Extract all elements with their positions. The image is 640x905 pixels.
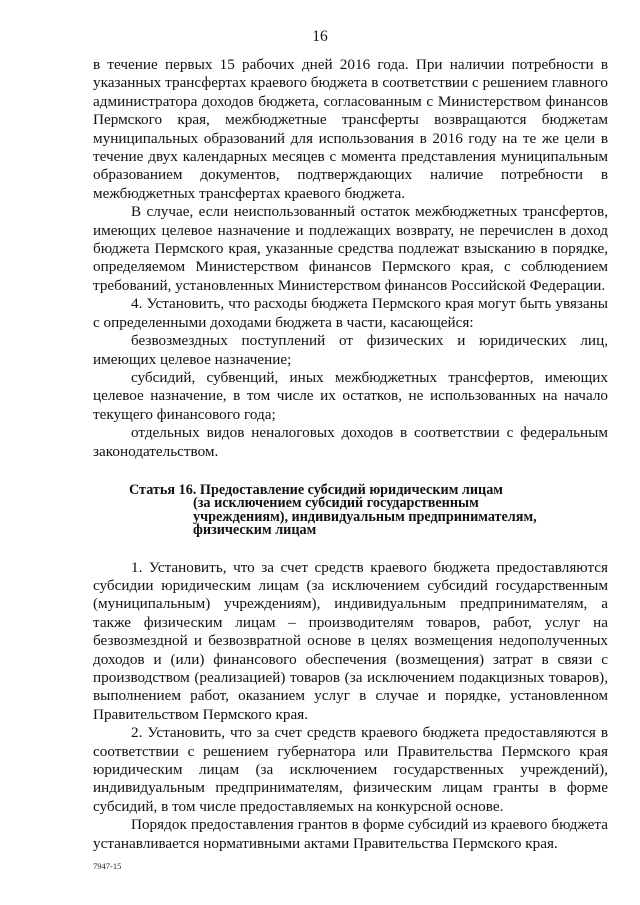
article-heading	[129, 481, 608, 539]
list-item: субсидий, субвенций, иных межбюджетных трансфертов, имеющих целевое назначение, в том числе их остатков, не использованных на начало текущего финансового года;	[93, 368, 608, 423]
page-number: 16	[312, 28, 328, 45]
article-title-continuation: (за исключением субсидий государственным	[193, 495, 479, 512]
article-title: Статья 16. Предоставление субсидий юридическим лицам	[129, 481, 503, 498]
document-body	[93, 56, 608, 853]
paragraph: в течение первых 15 рабочих дней 2016 года. При наличии потребности в указанных трансфертах краевого бюджета в соответствии с решением главного администратора доходов бюджета, согласованным с Министерством финансов Пермского края, межбюджетные трансферты возвращаются бюджетам муниципальных образований для использования в 2016 году на те же цели в течение двух календарных месяцев с момента представления муниципальным образованием документов, подтверждающих наличие потребности в межбюджетных трансфертах краевого бюджета.	[93, 56, 608, 202]
paragraph: В случае, если неиспользованный остаток межбюджетных трансфертов, имеющих целевое назначение и подлежащих возврату, не перечислен в доход бюджета Пермского края, указанные средства подлежат взысканию в порядке, определяемом Министерством финансов Пермского края, с соблюдением требований, установленных Министерством финансов Российской Федерации.	[93, 203, 608, 294]
article-title-continuation: физическим лицам	[193, 522, 317, 539]
document-code: 7947-15	[93, 861, 122, 871]
list-item: отдельных видов неналоговых доходов в соответствии с федеральным законодательством.	[93, 424, 608, 460]
paragraph: 1. Установить, что за счет средств краевого бюджета предоставляются субсидии юридическим лицам (за исключением субсидий государственным (муниципальным) учреждениям), индивидуальным предпринимателям, а также физическим лицам – производителям товаров, работ, услуг на безвозмездной и безвозвратной основе в целях возмещения недополученных доходов и (или) финансового обеспечения (возмещения) затрат в связи с производством (реализацией) товаров (за исключением подакцизных товаров), выполнением работ, оказанием услуг в случае и порядке, установленном Правительством Пермского края.	[93, 558, 608, 723]
paragraph: Порядок предоставления грантов в форме субсидий из краевого бюджета устанавливается нормативными актами Правительства Пермского края.	[93, 816, 608, 852]
paragraph: 2. Установить, что за счет средств краевого бюджета предоставляются в соответствии с решением губернатора или Правительства Пермского края юридическим лицам (за исключением государственных учреждений), индивидуальным предпринимателям, физическим лицам гранты в форме субсидий, в том числе предоставляемых на конкурсной основе.	[93, 724, 608, 815]
paragraph: 4. Установить, что расходы бюджета Пермского края могут быть увязаны с определенными доходами бюджета в части, касающейся:	[93, 295, 608, 331]
article-title-continuation: учреждениям), индивидуальным предпринимателям,	[193, 508, 537, 525]
list-item: безвозмездных поступлений от физических и юридических лиц, имеющих целевое назначение;	[93, 332, 608, 368]
